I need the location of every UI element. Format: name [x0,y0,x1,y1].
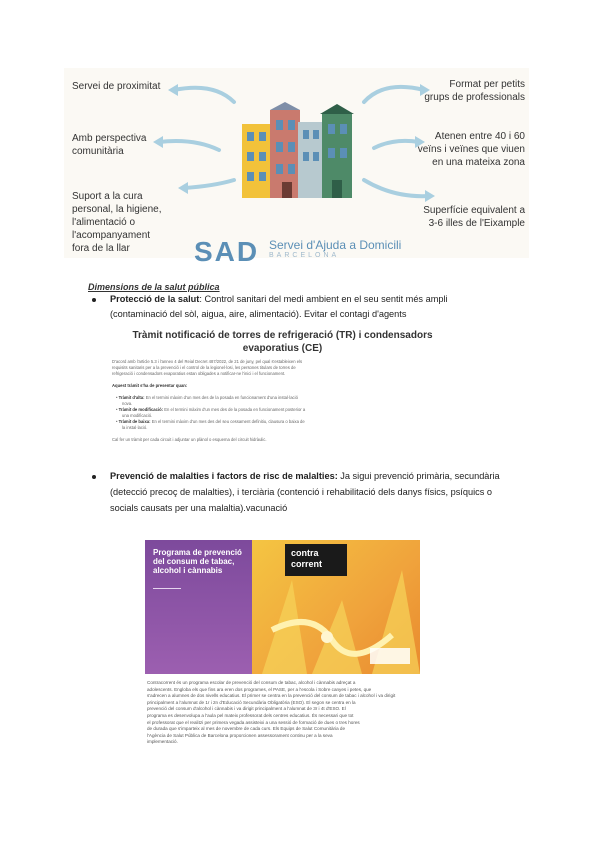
bullet-prevencio-line-1: Ja sigui prevenció primària, secundària [337,471,500,481]
cc-desc-line-2: adolescents. Engloba els que fins ara eren dos programes, el PASE, per a l'escola i Sobre canyes i petes, que [147,686,372,692]
sad-label-proximitat: Servei de proximitat [72,81,161,92]
contra-corrent-program-title: Programa de prevenció del consum de tabac, alcohol i cànnabis [153,548,242,575]
cc-desc-line-8: de durada que s'imparteix al mes de novembre de cada curs. Els Equips de Salut Comunitària de [147,726,346,732]
contra-corrent-badge [285,544,347,576]
buildings-illustration [242,102,354,198]
tr-card-title-line-1: Tràmit notificació de torres de refrigeració (TR) i condensadors [132,330,433,341]
sad-label-atenen-2: veïns i veïnes que viuen [417,144,525,155]
bullet-prevencio-line-2: (detecció precoç de malalties), i terciària (contenció i rehabilitació dels danys físics, psíquics o [110,487,492,497]
sad-infographic [64,68,529,267]
tr-procedure-card [110,325,455,447]
sad-logo: SAD [194,236,260,267]
bullet-proteccio-title: Protecció de la salut [110,294,200,304]
bullet-dot [92,298,96,302]
sad-label-comunitaria: comunitària [72,146,124,157]
tr-item-baixa-cont: la instal·lació. [122,425,148,430]
sad-label-cura-4: l'acompanyament [72,230,151,241]
sad-label-cura-2: personal, la higiene, [72,204,162,215]
tr-intro-line-1: D'acord amb l'article 5.3 i l'annex 4 del Reial Decret 487/2022, de 21 de juny, pel qual s'estableixen els [112,359,303,364]
cc-desc-line-4: principalment a l'alumnat de 1r i 2n d'Educació Secundària Obligatòria (ESO). El segon se centra en la [147,699,356,705]
sad-label-format-1: Format per petits [449,79,525,90]
sad-label-perspectiva: Amb perspectiva [72,133,147,144]
sad-label-atenen-1: Atenen entre 40 i 60 [434,131,525,142]
bullet-prevencio-line-3: socials causats per una malaltia).vacunació [110,503,288,513]
tr-card-title [110,329,455,355]
cc-desc-line-3: s'adrecen a alumnes de dos nivells educatius. El primer se centra en la prevenció del consum de tabac i alcohol i va dirigit [147,693,396,699]
bullet-prevencio [110,469,540,483]
cc-desc-line-9: l'Agència de Salut Pública de Barcelona proporcionen assessorament continu per a la seva [147,732,333,738]
cc-desc-line-1: Contracorrent és un programa escolar de prevenció del consum de tabac, alcohol i cànnabis adreçat a [147,680,356,685]
sad-label-superficie-1: Superfície equivalent a [423,205,525,216]
sad-service-name: Servei d'Ajuda a Domicili [269,238,402,252]
contra-corrent-orange-panel [252,540,420,674]
sad-label-format-2: grups de professionals [424,92,525,103]
tr-item-alta: • Tràmit d'alta: En el termini màxim d'un mes des de la posada en funcionament d'una instal·lació [116,395,298,400]
divider [153,588,181,589]
section-heading: Dimensions de la salut pública [88,282,220,292]
bullet-proteccio-line-2: (contaminació del sòl, aigua, aire, alimentació). Evitar el contagi d'agents [110,309,407,319]
tr-card-title-line-2: evaporatius (CE) [242,343,323,354]
cc-desc-line-6: programa es desenvolupa a l'aula pel mateix professorat dels centres educatius. És necessari que tot [147,712,354,718]
tr-subheading: Aquest tràmit s'ha de presentar quan: [112,383,188,388]
sad-label-atenen-3: en una mateixa zona [432,157,525,168]
tr-item-modificacio: • Tràmit de modificació: En el termini màxim d'un mes des de la posada en funcionament posterior a [116,407,306,412]
sad-label-cura-3: l'alimentació o [72,217,136,228]
tr-item-baixa: • Tràmit de baixa: En el termini màxim d'un mes des del seu cessament definitiu, clausura o baixa de [116,419,305,424]
tr-intro-line-3: refrigeració i condensadors evaporatius estan obligades a notificar-ne l'inici i el funcionament. [112,371,286,376]
sad-label-cura-5: fora de la llar [72,243,130,254]
sad-label-cura-1: Suport a la cura [72,191,143,202]
contra-corrent-badge-line-1: contra [291,548,319,558]
bullet-prevencio-title: Prevenció de malalties i factors de risc de malalties: [110,471,338,481]
cc-desc-line-7: el professorat que el realitzi per primera vegada assisteixi a una sessió de formació de dues o tres hores [147,719,360,725]
contra-corrent-image [145,540,420,674]
bullet-proteccio-line-1: : Control sanitari del medi ambient en el seu sentit més ampli [199,294,448,304]
tr-intro-line-2: requisits sanitaris per a la prevenció i el control de la legionel·losi, les persones titulars de torres de [112,365,296,370]
contra-corrent-badge-line-2: corrent [291,559,323,569]
tr-item-alta-cont: nova. [122,401,133,406]
bullet-proteccio [110,292,530,306]
contra-corrent-purple-panel [145,540,252,674]
tr-footer: Cal fer un tràmit per cada circuit i adjuntar un plànol o esquema del circuit hidràulic. [112,437,267,442]
sad-label-superficie-2: 3-6 illes de l'Eixample [428,218,525,229]
bullet-dot [92,475,96,479]
cc-desc-line-5: prevenció del consum d'alcohol i cànnabis i va dirigit principalment a l'alumnat de 3r i 4t d'ESO. El [147,706,346,712]
tr-item-modificacio-cont: una modificació. [122,413,153,418]
cc-desc-line-10: implementació. [147,739,178,745]
contra-corrent-description [147,680,452,746]
sad-city: BARCELONA [269,252,340,259]
